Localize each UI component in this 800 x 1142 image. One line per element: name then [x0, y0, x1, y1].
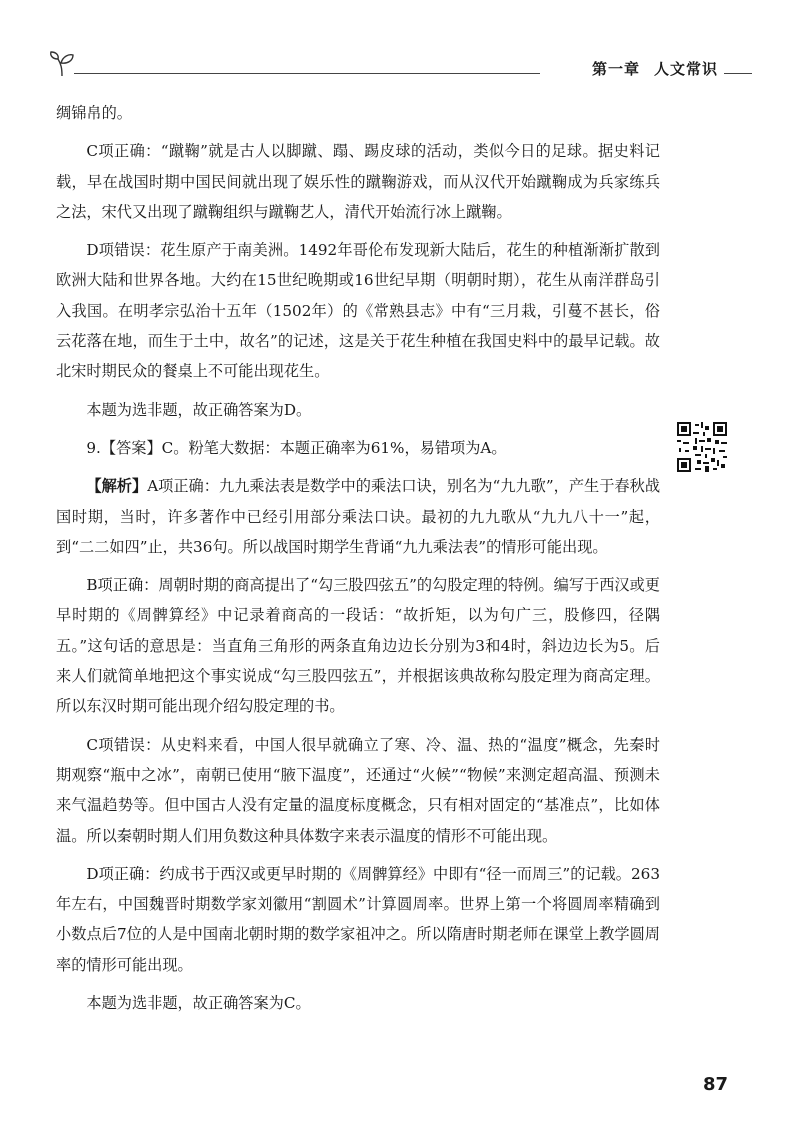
- chapter-title: [592, 58, 718, 79]
- page-body: [56, 98, 660, 1026]
- chapter-topic: 人文常识: [653, 60, 718, 78]
- header-rule-left: [74, 73, 540, 74]
- paragraph: 本题为选非题，故正确答案为C。: [86, 994, 311, 1013]
- chapter-number: 第一章: [591, 60, 640, 78]
- paragraph: B项正确：周朝时期的商高提出了“勾三股四弦五”的勾股定理的特例。编写于西汉或更早时期的《周髀算经》中记录着商高的一段话：“故折矩，以为句广三，股修四，径隅五。”这句话的意思是：当直角三角形的两条直角边边长分别为3和4时，斜边边长为5。后来人们就简单地把这个事实说成“勾三股四弦五”，并根据该典故称勾股定理为商高定理。所以东汉时期可能出现介绍勾股定理的书。: [56, 576, 660, 716]
- answer-line: 9.【答案】C。粉笔大数据：本题正确率为61%，易错项为A。: [86, 438, 507, 457]
- running-header: [48, 50, 752, 80]
- page-number: 87: [703, 1074, 729, 1095]
- analysis-label: 【解析】: [86, 477, 148, 496]
- paragraph: 绸锦帛的。: [56, 104, 132, 122]
- header-rule-right: [724, 73, 752, 74]
- paragraph: C项正确：“蹴鞠”就是古人以脚蹴、蹋、踢皮球的活动，类似今日的足球。据史料记载，早在战国时期中国民间就出现了娱乐性的蹴鞠游戏，而从汉代开始蹴鞠成为兵家练兵之法，宋代又出现了蹴鞠组织与蹴鞠艺人，清代开始流行冰上蹴鞠。: [56, 142, 660, 221]
- sprout-icon: [48, 50, 76, 78]
- qr-code-icon[interactable]: [677, 422, 727, 472]
- paragraph: D项正确：约成书于西汉或更早时期的《周髀算经》中即有“径一而周三”的记载。263年左右，中国魏晋时期数学家刘徽用“割圆术”计算圆周率。世界上第一个将圆周率精确到小数点后7位的人是中国南北朝时期的数学家祖冲之。所以隋唐时期老师在课堂上教学圆周率的情形可能出现。: [56, 864, 660, 974]
- paragraph: C项错误：从史料来看，中国人很早就确立了寒、冷、温、热的“温度”概念，先秦时期观察“瓶中之冰”，南朝已使用“腋下温度”，还通过“火候”“物候”来测定超高温、预测未来气温趋势等。但中国古人没有定量的温度标度概念，只有相对固定的“基准点”，比如体温。所以秦朝时期人们用负数这种具体数字来表示温度的情形不可能出现。: [56, 735, 660, 845]
- paragraph: D项错误：花生原产于南美洲。1492年哥伦布发现新大陆后，花生的种植渐渐扩散到欧洲大陆和世界各地。大约在15世纪晚期或16世纪早期（明朝时期），花生从南洋群岛引入我国。在明孝宗弘治十五年（1502年）的《常熟县志》中有“三月栽，引蔓不甚长，俗云花落在地，而生于土中，故名”的记述，这是关于花生种植在我国史料中的最早记载。故北宋时期民众的餐桌上不可能出现花生。: [56, 241, 660, 381]
- paragraph: 本题为选非题，故正确答案为D。: [86, 400, 312, 419]
- analysis-paragraph: 【解析】A项正确：九九乘法表是数学中的乘法口诀，别名为“九九歌”，产生于春秋战国时期，当时，许多著作中已经引用部分乘法口诀。最初的九九歌从“九九八十一”起，到“二二如四”止，共36句。所以战国时期学生背诵“九九乘法表”的情形可能出现。: [56, 477, 661, 556]
